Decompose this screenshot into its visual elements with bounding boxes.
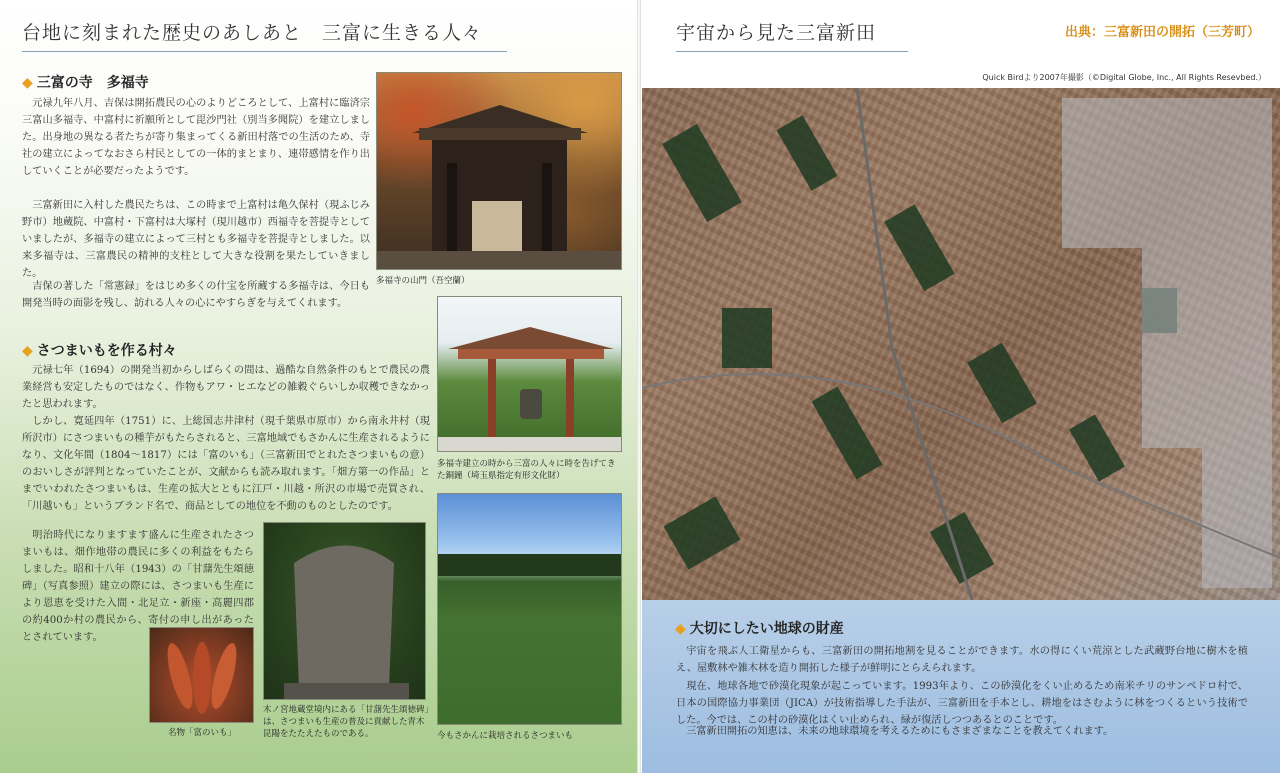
paragraph: 明治時代になりますます盛んに生産されたさつまいもは、畑作地帯の農民に多くの利益をもたらしました。昭和十八年（1943）の「甘藷先生頌徳碑」（写真参照）建立の際には、さつまいも生産により恩恵を受けた入間・北足立・新座・高麗四郡の約400か村の農民から、寄付の申し出があったとされています。 xyxy=(22,530,254,643)
section-heading-text: さつまいもを作る村々 xyxy=(36,343,177,359)
paragraph: 元禄七年（1694）の開発当初からしばらくの間は、過酷な自然条件のもとで農民の農業経営も安定したものではなく、作物もアワ・ヒエなどの雑穀ぐらいしか収穫できなかったと思われます。 xyxy=(22,365,430,410)
section-heading-earth-heritage xyxy=(675,618,844,638)
sweet-potato-field-photo xyxy=(437,493,622,725)
caption-bell: 多福寺建立の時から三富の人々に時を告げてきた銅鐘（埼玉県指定有形文化財） xyxy=(437,459,616,481)
paragraph: 現在、地球各地で砂漠化現象が起こっています。1993年より、この砂漠化をくい止めるため南米チリのサンペドロ村で、日本の国際協力事業団（JICA）が技術指導した手法が、三富新田を手本とし、耕地をはさむように林をつくるという技術でした。今では、この村の砂漠化はくい止められ、緑が復活しつつあるとのことです。 xyxy=(676,681,1248,726)
sweet-potato-illustration xyxy=(150,628,254,723)
paragraph: 三富新田開拓の知恵は、未来の地球環境を考えるためにもさまざまなことを教えてくれます。 xyxy=(686,726,1114,737)
monument-illustration xyxy=(264,523,426,700)
section-heading-sweet-potato xyxy=(22,340,177,360)
caption-gate: 多福寺の山門（吾空蘭） xyxy=(376,276,470,286)
left-page-title: 台地に刻まれた歴史のあしあと 三富に生きる人々 xyxy=(22,18,507,52)
section-heading-text: 大切にしたい地球の財産 xyxy=(689,621,844,637)
satellite-image xyxy=(642,88,1280,600)
page-fold xyxy=(637,0,641,773)
caption-potato: 名物「富のいも」 xyxy=(168,728,237,738)
paragraph: 三富新田に入村した農民たちは、この時まで上富村は亀久保村（現ふじみ野市）地蔵院、中富村・下富村は大塚村（現川越市）西福寺を菩提寺としていましたが、多福寺の建立によって三村とも多福寺を菩提寺としました。以来多福寺は、三富農民の精神的支柱として大きな役割を果たしていきました。 xyxy=(22,200,370,279)
section-heading-tafukuji xyxy=(22,72,149,92)
source-note: 出典：三富新田の開拓（三芳町） xyxy=(1064,25,1260,40)
caption-monument: 木ノ宮地蔵堂境内にある「甘藷先生頌徳碑」は、さつまいも生産の普及に貢献した青木昆陽をたたえたものである。 xyxy=(263,705,429,739)
monument-photo xyxy=(263,522,426,700)
section-heading-text: 三富の寺 多福寺 xyxy=(36,75,149,91)
satellite-texture xyxy=(642,88,1280,600)
caption-field: 今もさかんに栽培されるさつまいも xyxy=(437,731,574,741)
paragraph: 元禄九年八月、吉保は開拓農民の心のよりどころとして、上富村に臨済宗三富山多福寺、中富村に祈願所として毘沙門社（別当多聞院）を建立しました。出身地の異なる者たちが寄り集まってくる新田村落での生活のため、寺社の建立によってなおさら村民としての一体的まとまり、連帯感情を作り出していくことが必要だったようです。 xyxy=(22,98,370,177)
diamond-icon: ◆ xyxy=(675,621,686,637)
satellite-credit: Quick Birdより2007年撮影（©Digital Globe, Inc., All Rights Resevbed.） xyxy=(982,73,1266,82)
field-texture xyxy=(438,494,622,725)
diamond-icon: ◆ xyxy=(22,75,33,91)
sweet-potato-photo xyxy=(149,627,254,723)
temple-gate-illustration xyxy=(377,73,622,270)
bell-tower-photo xyxy=(437,296,622,452)
temple-gate-photo xyxy=(376,72,622,270)
paragraph: 宇宙を飛ぶ人工衛星からも、三富新田の開拓地割を見ることができます。水の得にくい荒涼とした武蔵野台地に樹木を植え、屋敷林や雑木林を造り開拓した様子が鮮明にとらえられます。 xyxy=(676,646,1248,674)
paragraph: 吉保の著した「常憲録」をはじめ多くの什宝を所蔵する多福寺は、今日も開発当時の面影を残し、訪れる人々の心にやすらぎを与えてくれます。 xyxy=(22,281,370,309)
right-page-title: 宇宙から見た三富新田 xyxy=(676,18,908,52)
bell-tower-illustration xyxy=(438,297,622,452)
diamond-icon: ◆ xyxy=(22,343,33,359)
paragraph: しかし、寛延四年（1751）に、上総国志井津村（現千葉県市原市）から南永井村（現所沢市）にさつまいもの種芋がもたらされると、三富地域でもさかんに生産されるようになり、文化年間（1804〜1817）には「富のいも」（三富新田でとれたさつまいもの意）のおいしさが評判となっていたことが、文献からも読み取れます。「畑方第一の作品」とまでいわれたさつまいもは、生産の拡大とともに江戸・川越・所沢の市場で売買され、「川越いも」というブランド名で、商品としての地位を不動のものとしたのです。 xyxy=(22,416,430,512)
